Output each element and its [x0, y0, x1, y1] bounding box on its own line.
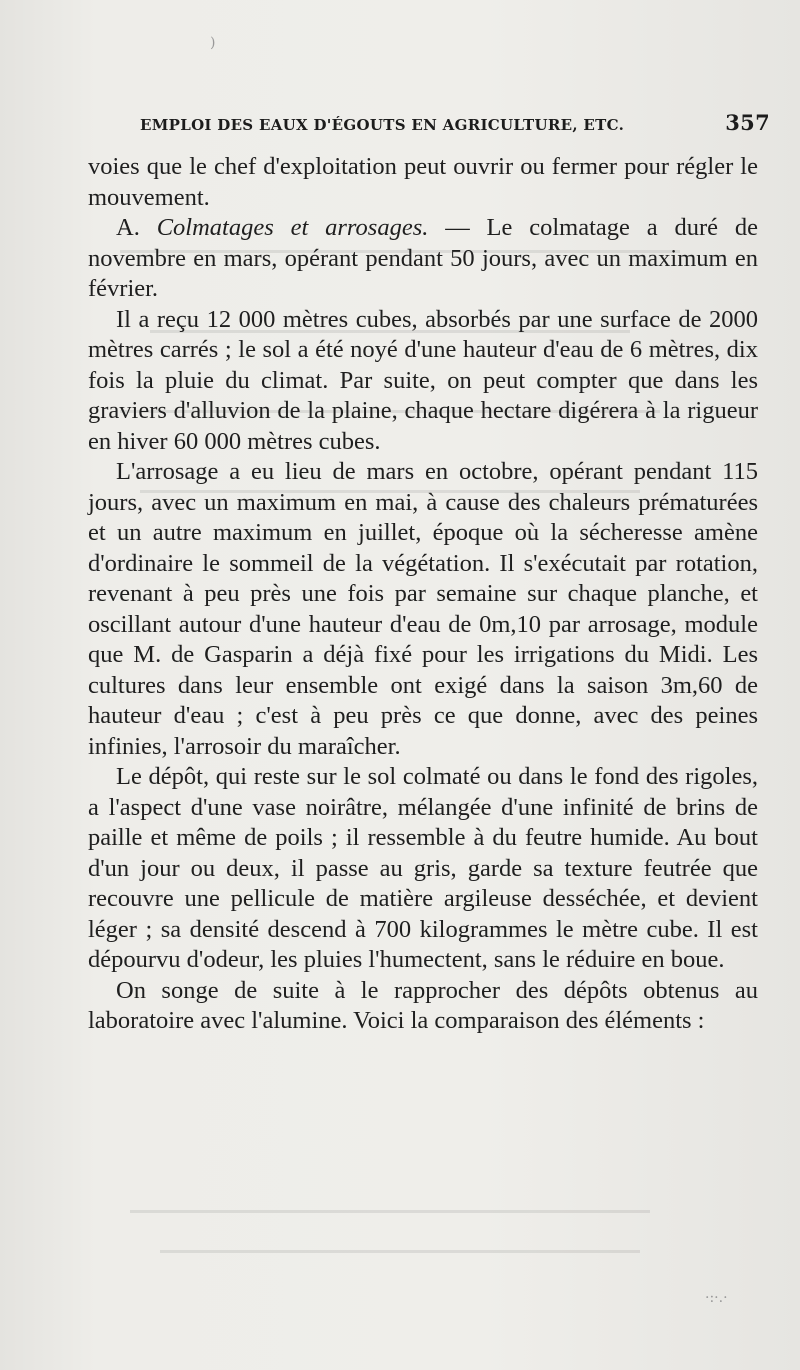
- scan-speck: ·:·.·: [705, 1290, 728, 1306]
- paragraph-section-a: [88, 213, 758, 305]
- paragraph-text: On songe de suite à le rapprocher des dépôts obtenus au laboratoire avec l'alumine. Voici la comparaison des éléments :: [88, 976, 758, 1034]
- paragraph: [88, 305, 758, 458]
- paragraph: [88, 457, 758, 762]
- section-heading: Colmatages et arrosages.: [156, 214, 429, 241]
- body-text: [88, 152, 758, 1037]
- paragraph-text: L'arrosage a eu lieu de mars en octobre, opérant pendant 115 jours, avec un maximum en mai, à cause des chaleurs prématurées et un autre maximum en juillet, époque où la sécheresse amène d'ordinaire le sommeil de la végétation. Il s'exécutait par rotation, revenant à peu près une fois par semaine sur chaque planche, et oscillant autour d'une hauteur d'eau de 0m,10 par arrosage, module que M. de Gasparin a déjà fixé pour les irrigations du Midi. Les cultures dans leur ensemble ont exigé dans la saison 3m,60 de hauteur d'eau ; c'est à peu près ce que donne, avec des peines infinies, l'arrosoir du maraîcher.: [88, 458, 758, 760]
- page-number: 357: [725, 110, 770, 135]
- paragraph-continuation: [88, 152, 758, 213]
- paragraph: [88, 762, 758, 976]
- paragraph: [88, 976, 758, 1037]
- paragraph-text: voies que le chef d'exploitation peut ouvrir ou fermer pour régler le mouvement.: [88, 153, 758, 211]
- paragraph-text: Le dépôt, qui reste sur le sol colmaté ou dans le fond des rigoles, a l'aspect d'une vase noirâtre, mélangée d'une infinité de brins de paille et même de poils ; il ressemble à du feutre humide. Au bout d'un jour ou deux, il passe au gris, garde sa texture feutrée que recouvre une pellicule de matière argileuse desséchée, et devient léger ; sa densité descend à 700 kilogrammes le mètre cube. Il est dépourvu d'odeur, les pluies l'humectent, sans le réduire en boue.: [88, 763, 758, 973]
- paragraph-text: — Le colmatage a duré de novembre en mars, opérant pendant 50 jours, avec un maximum en février.: [88, 214, 759, 302]
- scan-speck: ): [210, 35, 216, 51]
- section-label: A.: [116, 214, 140, 241]
- running-title: EMPLOI DES EAUX D'ÉGOUTS EN AGRICULTURE, ETC.: [140, 116, 625, 134]
- paragraph-text: Il a reçu 12 000 mètres cubes, absorbés par une surface de 2000 mètres carrés ; le sol a été noyé d'une hauteur d'eau de 6 mètres, dix fois la pluie du climat. Par suite, on peut compter que dans les graviers d'alluvion de la plaine, chaque hectare digérera à la rigueur en hiver 60 000 mètres cubes.: [88, 305, 758, 455]
